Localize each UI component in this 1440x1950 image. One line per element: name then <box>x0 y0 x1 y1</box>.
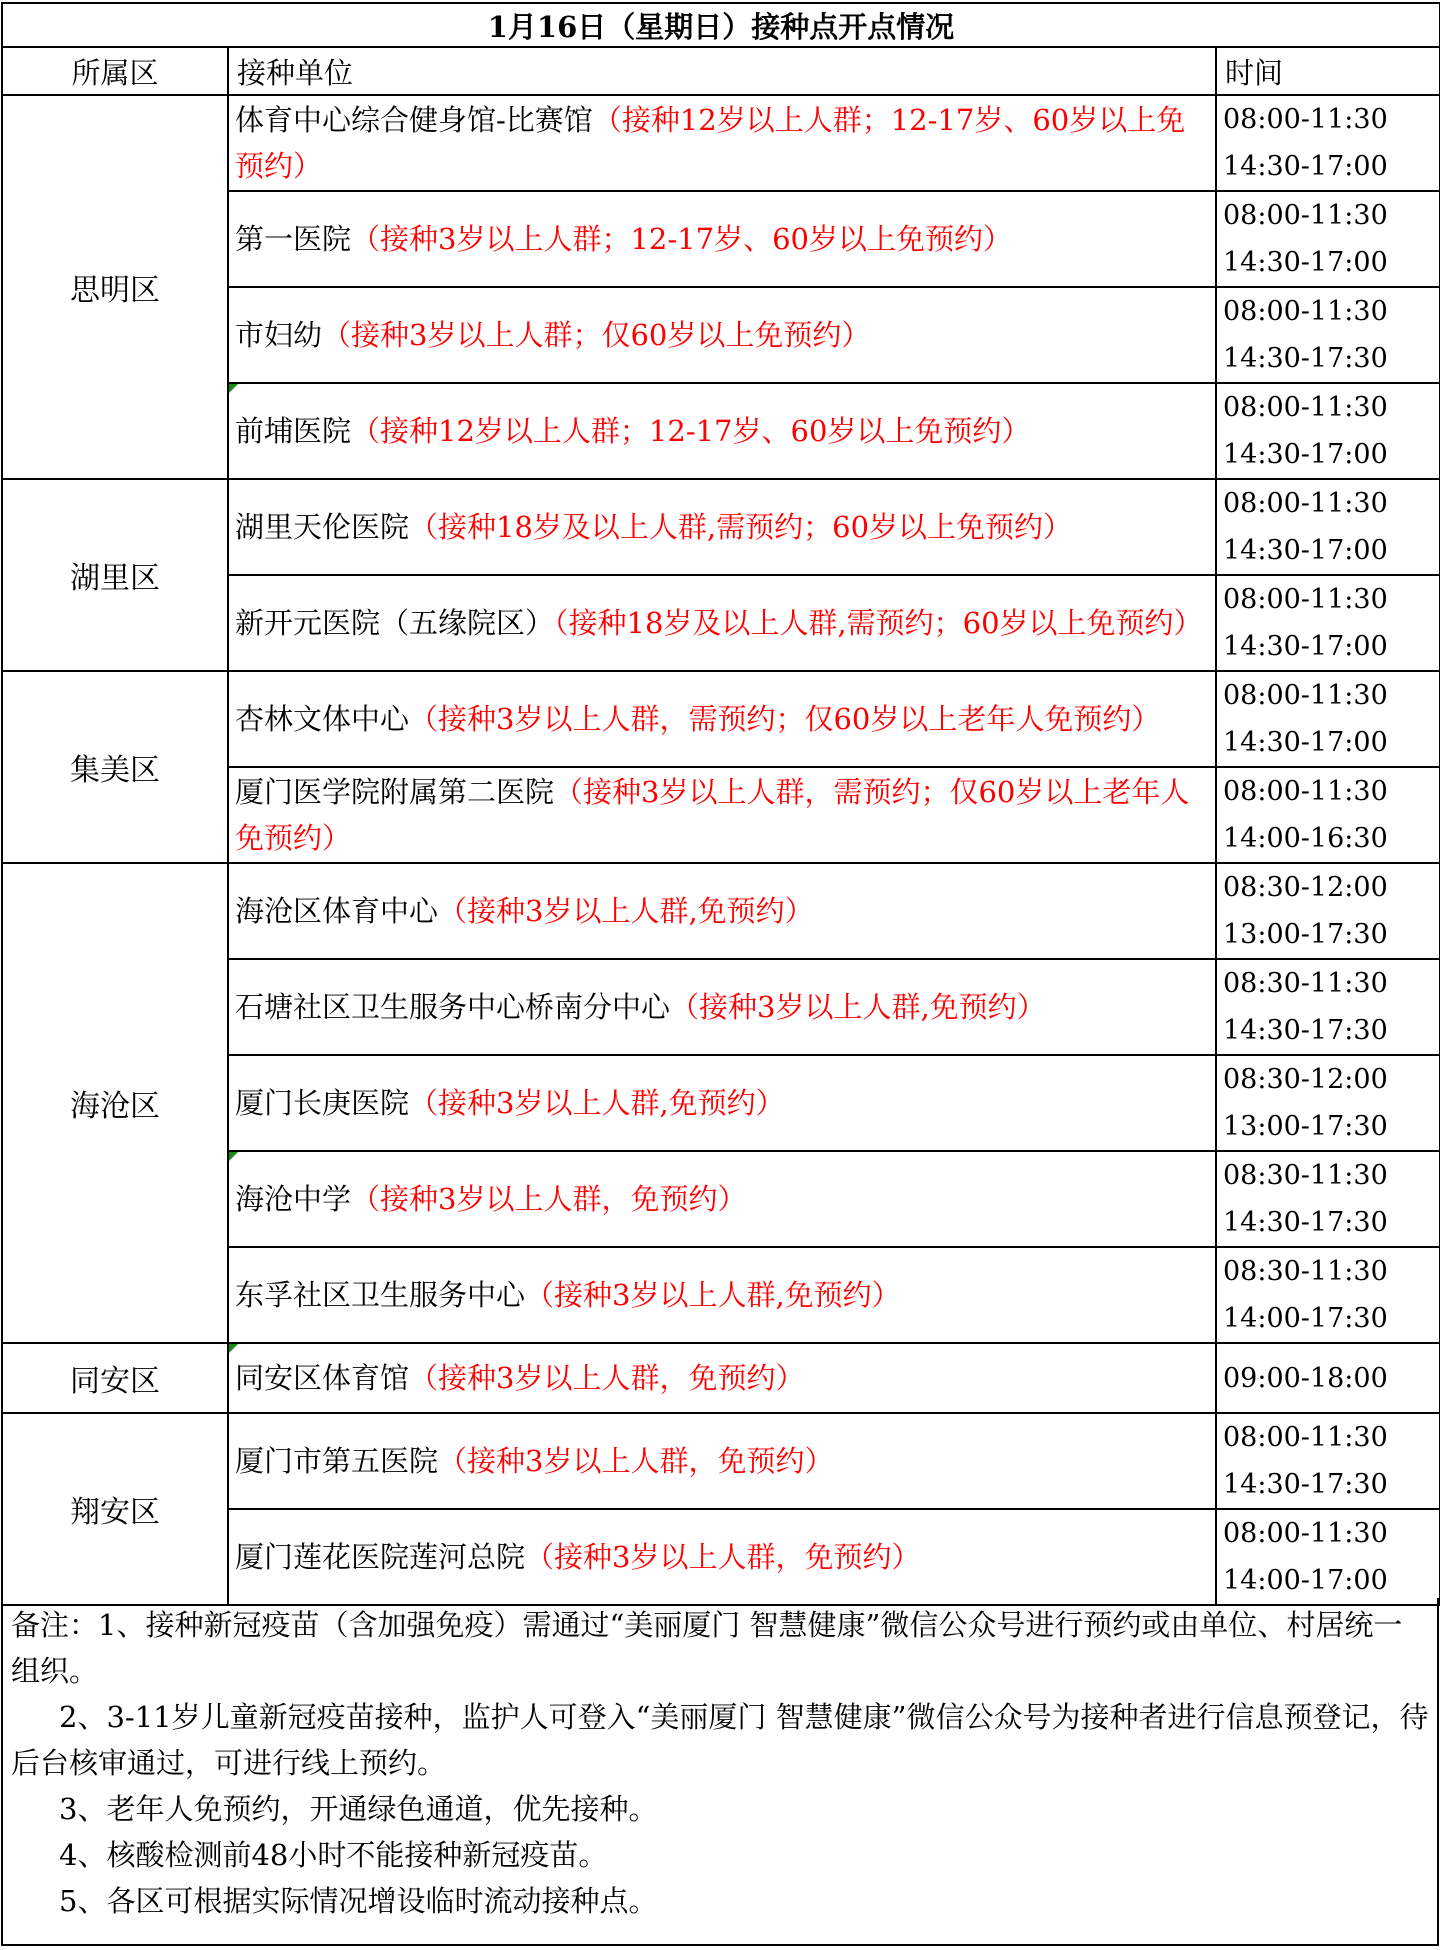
remark-5: 5、各区可根据实际情况增设临时流动接种点。 <box>59 1884 658 1918</box>
site-note: （接种3岁以上人群,免预约） <box>525 1278 901 1312</box>
time-slot: 08:00-11:30 <box>1223 200 1388 231</box>
time-cell <box>1216 671 1440 767</box>
time-cell <box>1216 1413 1440 1509</box>
site-cell <box>228 575 1216 671</box>
cell-marker-icon <box>229 384 238 393</box>
time-slot: 14:00-17:30 <box>1223 1303 1388 1334</box>
time-slot: 14:30-17:30 <box>1223 1015 1388 1046</box>
time-slot: 08:00-11:30 <box>1223 1422 1388 1453</box>
remark-4: 4、核酸检测前48小时不能接种新冠疫苗。 <box>59 1838 608 1872</box>
site-cell <box>228 383 1216 479</box>
header-district: 所属区 <box>2 47 228 95</box>
site-note: （接种3岁以上人群,免预约） <box>409 1086 785 1120</box>
time-slot: 08:00-11:30 <box>1223 488 1388 519</box>
time-slot: 08:00-11:30 <box>1223 1518 1388 1549</box>
site-name: 东孚社区卫生服务中心 <box>235 1278 526 1312</box>
time-slot: 13:00-17:30 <box>1223 919 1388 950</box>
site-cell <box>228 1343 1216 1413</box>
time-cell <box>1216 95 1440 191</box>
time-cell <box>1216 575 1440 671</box>
time-slot: 14:30-17:00 <box>1223 247 1388 278</box>
remark-1: 备注：1、接种新冠疫苗（含加强免疫）需通过“美丽厦门 智慧健康”微信公众号进行预约或由单位、村居统一组织。 <box>11 1608 1403 1688</box>
time-cell <box>1216 959 1440 1055</box>
site-name: 海沧中学 <box>235 1182 352 1216</box>
site-note: （接种3岁以上人群，需预约；仅60岁以上老年人免预约） <box>409 702 1161 736</box>
site-name: 厦门长庚医院 <box>235 1086 410 1120</box>
remark-2: 2、3-11岁儿童新冠疫苗接种，监护人可登入“美丽厦门 智慧健康”微信公众号为接种者进行信息预登记，待后台核审通过，可进行线上预约。 <box>11 1700 1429 1780</box>
site-name: 杏林文体中心 <box>235 702 410 736</box>
site-cell <box>228 1509 1216 1605</box>
site-cell <box>228 479 1216 575</box>
site-note: （接种3岁以上人群,免预约） <box>438 894 814 928</box>
table-row <box>2 1343 1440 1413</box>
header-site: 接种单位 <box>228 47 1216 95</box>
time-slot: 14:30-17:00 <box>1223 535 1388 566</box>
site-note: （接种3岁以上人群，需预约；仅60岁以上老年人免预约） <box>235 775 1190 855</box>
time-slot: 14:00-17:00 <box>1223 1565 1388 1596</box>
time-slot: 14:30-17:00 <box>1223 439 1388 470</box>
site-name: 体育中心综合健身馆-比赛馆 <box>235 103 593 137</box>
site-cell <box>228 191 1216 287</box>
cell-marker-icon <box>229 1152 238 1161</box>
time-slot: 14:30-17:30 <box>1223 343 1388 374</box>
site-note: （接种12岁以上人群；12-17岁、60岁以上免预约） <box>351 414 1031 448</box>
cell-marker-icon <box>229 1344 238 1353</box>
site-cell <box>228 1055 1216 1151</box>
site-name: 市妇幼 <box>235 318 323 352</box>
site-cell <box>228 767 1216 863</box>
remarks-section <box>1 1598 1439 1946</box>
schedule-table <box>1 2 1440 1606</box>
time-cell <box>1216 287 1440 383</box>
site-name: 海沧区体育中心 <box>235 894 439 928</box>
district-xiangan: 翔安区 <box>2 1413 228 1605</box>
site-name: 厦门莲花医院莲河总院 <box>235 1540 526 1574</box>
time-slot: 08:30-12:00 <box>1223 1064 1388 1095</box>
time-slot: 08:00-11:30 <box>1223 104 1388 135</box>
site-note: （接种3岁以上人群,免预约） <box>670 990 1046 1024</box>
site-note: （接种3岁以上人群，免预约） <box>351 1182 747 1216</box>
site-name: 湖里天伦医院 <box>235 510 410 544</box>
time-slot: 08:00-11:30 <box>1223 392 1388 423</box>
time-slot: 08:30-11:30 <box>1223 1256 1388 1287</box>
site-name: 新开元医院（五缘院区） <box>235 606 555 640</box>
time-cell <box>1216 1343 1440 1413</box>
site-note: （接种18岁及以上人群,需预约；60岁以上免预约） <box>554 606 1203 640</box>
time-cell <box>1216 191 1440 287</box>
time-slot: 14:00-16:30 <box>1223 823 1388 854</box>
site-cell <box>228 1247 1216 1343</box>
district-huli: 湖里区 <box>2 479 228 671</box>
district-haicang: 海沧区 <box>2 863 228 1343</box>
time-slot: 08:30-11:30 <box>1223 1160 1388 1191</box>
site-name: 前埔医院 <box>235 414 352 448</box>
time-slot: 14:30-17:30 <box>1223 1469 1388 1500</box>
time-slot: 08:00-11:30 <box>1223 776 1388 807</box>
site-cell <box>228 1151 1216 1247</box>
site-cell <box>228 287 1216 383</box>
time-slot: 09:00-18:00 <box>1223 1362 1388 1394</box>
time-slot: 08:30-11:30 <box>1223 968 1388 999</box>
site-note: （接种3岁以上人群；仅60岁以上免预约） <box>322 318 871 352</box>
table-row <box>2 671 1440 767</box>
remark-3: 3、老年人免预约，开通绿色通道，优先接种。 <box>59 1792 658 1826</box>
time-slot: 14:30-17:30 <box>1223 1207 1388 1238</box>
time-cell <box>1216 767 1440 863</box>
site-name: 厦门市第五医院 <box>235 1444 439 1478</box>
district-jimei: 集美区 <box>2 671 228 863</box>
site-note: （接种12岁以上人群；12-17岁、60岁以上免预约） <box>235 103 1186 183</box>
site-name: 石塘社区卫生服务中心桥南分中心 <box>235 990 671 1024</box>
table-row <box>2 1413 1440 1509</box>
site-note: （接种3岁以上人群，免预约） <box>438 1444 834 1478</box>
site-name: 厦门医学院附属第二医院 <box>235 775 555 809</box>
district-siming: 思明区 <box>2 95 228 479</box>
time-cell <box>1216 1151 1440 1247</box>
time-cell <box>1216 1055 1440 1151</box>
time-slot: 08:00-11:30 <box>1223 296 1388 327</box>
time-slot: 08:30-12:00 <box>1223 872 1388 903</box>
time-cell <box>1216 383 1440 479</box>
site-note: （接种3岁以上人群，免预约） <box>525 1540 921 1574</box>
header-time: 时间 <box>1216 47 1440 95</box>
time-slot: 14:30-17:00 <box>1223 631 1388 662</box>
site-cell <box>228 959 1216 1055</box>
site-cell <box>228 1413 1216 1509</box>
time-slot: 13:00-17:30 <box>1223 1111 1388 1142</box>
district-tongan: 同安区 <box>2 1343 228 1413</box>
time-slot: 08:00-11:30 <box>1223 680 1388 711</box>
site-note: （接种18岁及以上人群,需预约；60岁以上免预约） <box>409 510 1073 544</box>
site-note: （接种3岁以上人群，免预约） <box>409 1361 805 1395</box>
time-cell <box>1216 1509 1440 1605</box>
table-row <box>2 479 1440 575</box>
site-cell <box>228 671 1216 767</box>
site-name: 第一医院 <box>235 222 352 256</box>
site-note: （接种3岁以上人群；12-17岁、60岁以上免预约） <box>351 222 1012 256</box>
table-title: 1月16日（星期日）接种点开点情况 <box>2 3 1440 47</box>
site-cell <box>228 95 1216 191</box>
time-cell <box>1216 863 1440 959</box>
time-slot: 14:30-17:00 <box>1223 151 1388 182</box>
site-name: 同安区体育馆 <box>235 1361 410 1395</box>
time-cell <box>1216 479 1440 575</box>
table-row <box>2 863 1440 959</box>
time-slot: 14:30-17:00 <box>1223 727 1388 758</box>
time-slot: 08:00-11:30 <box>1223 584 1388 615</box>
site-cell <box>228 863 1216 959</box>
time-cell <box>1216 1247 1440 1343</box>
table-row <box>2 95 1440 191</box>
